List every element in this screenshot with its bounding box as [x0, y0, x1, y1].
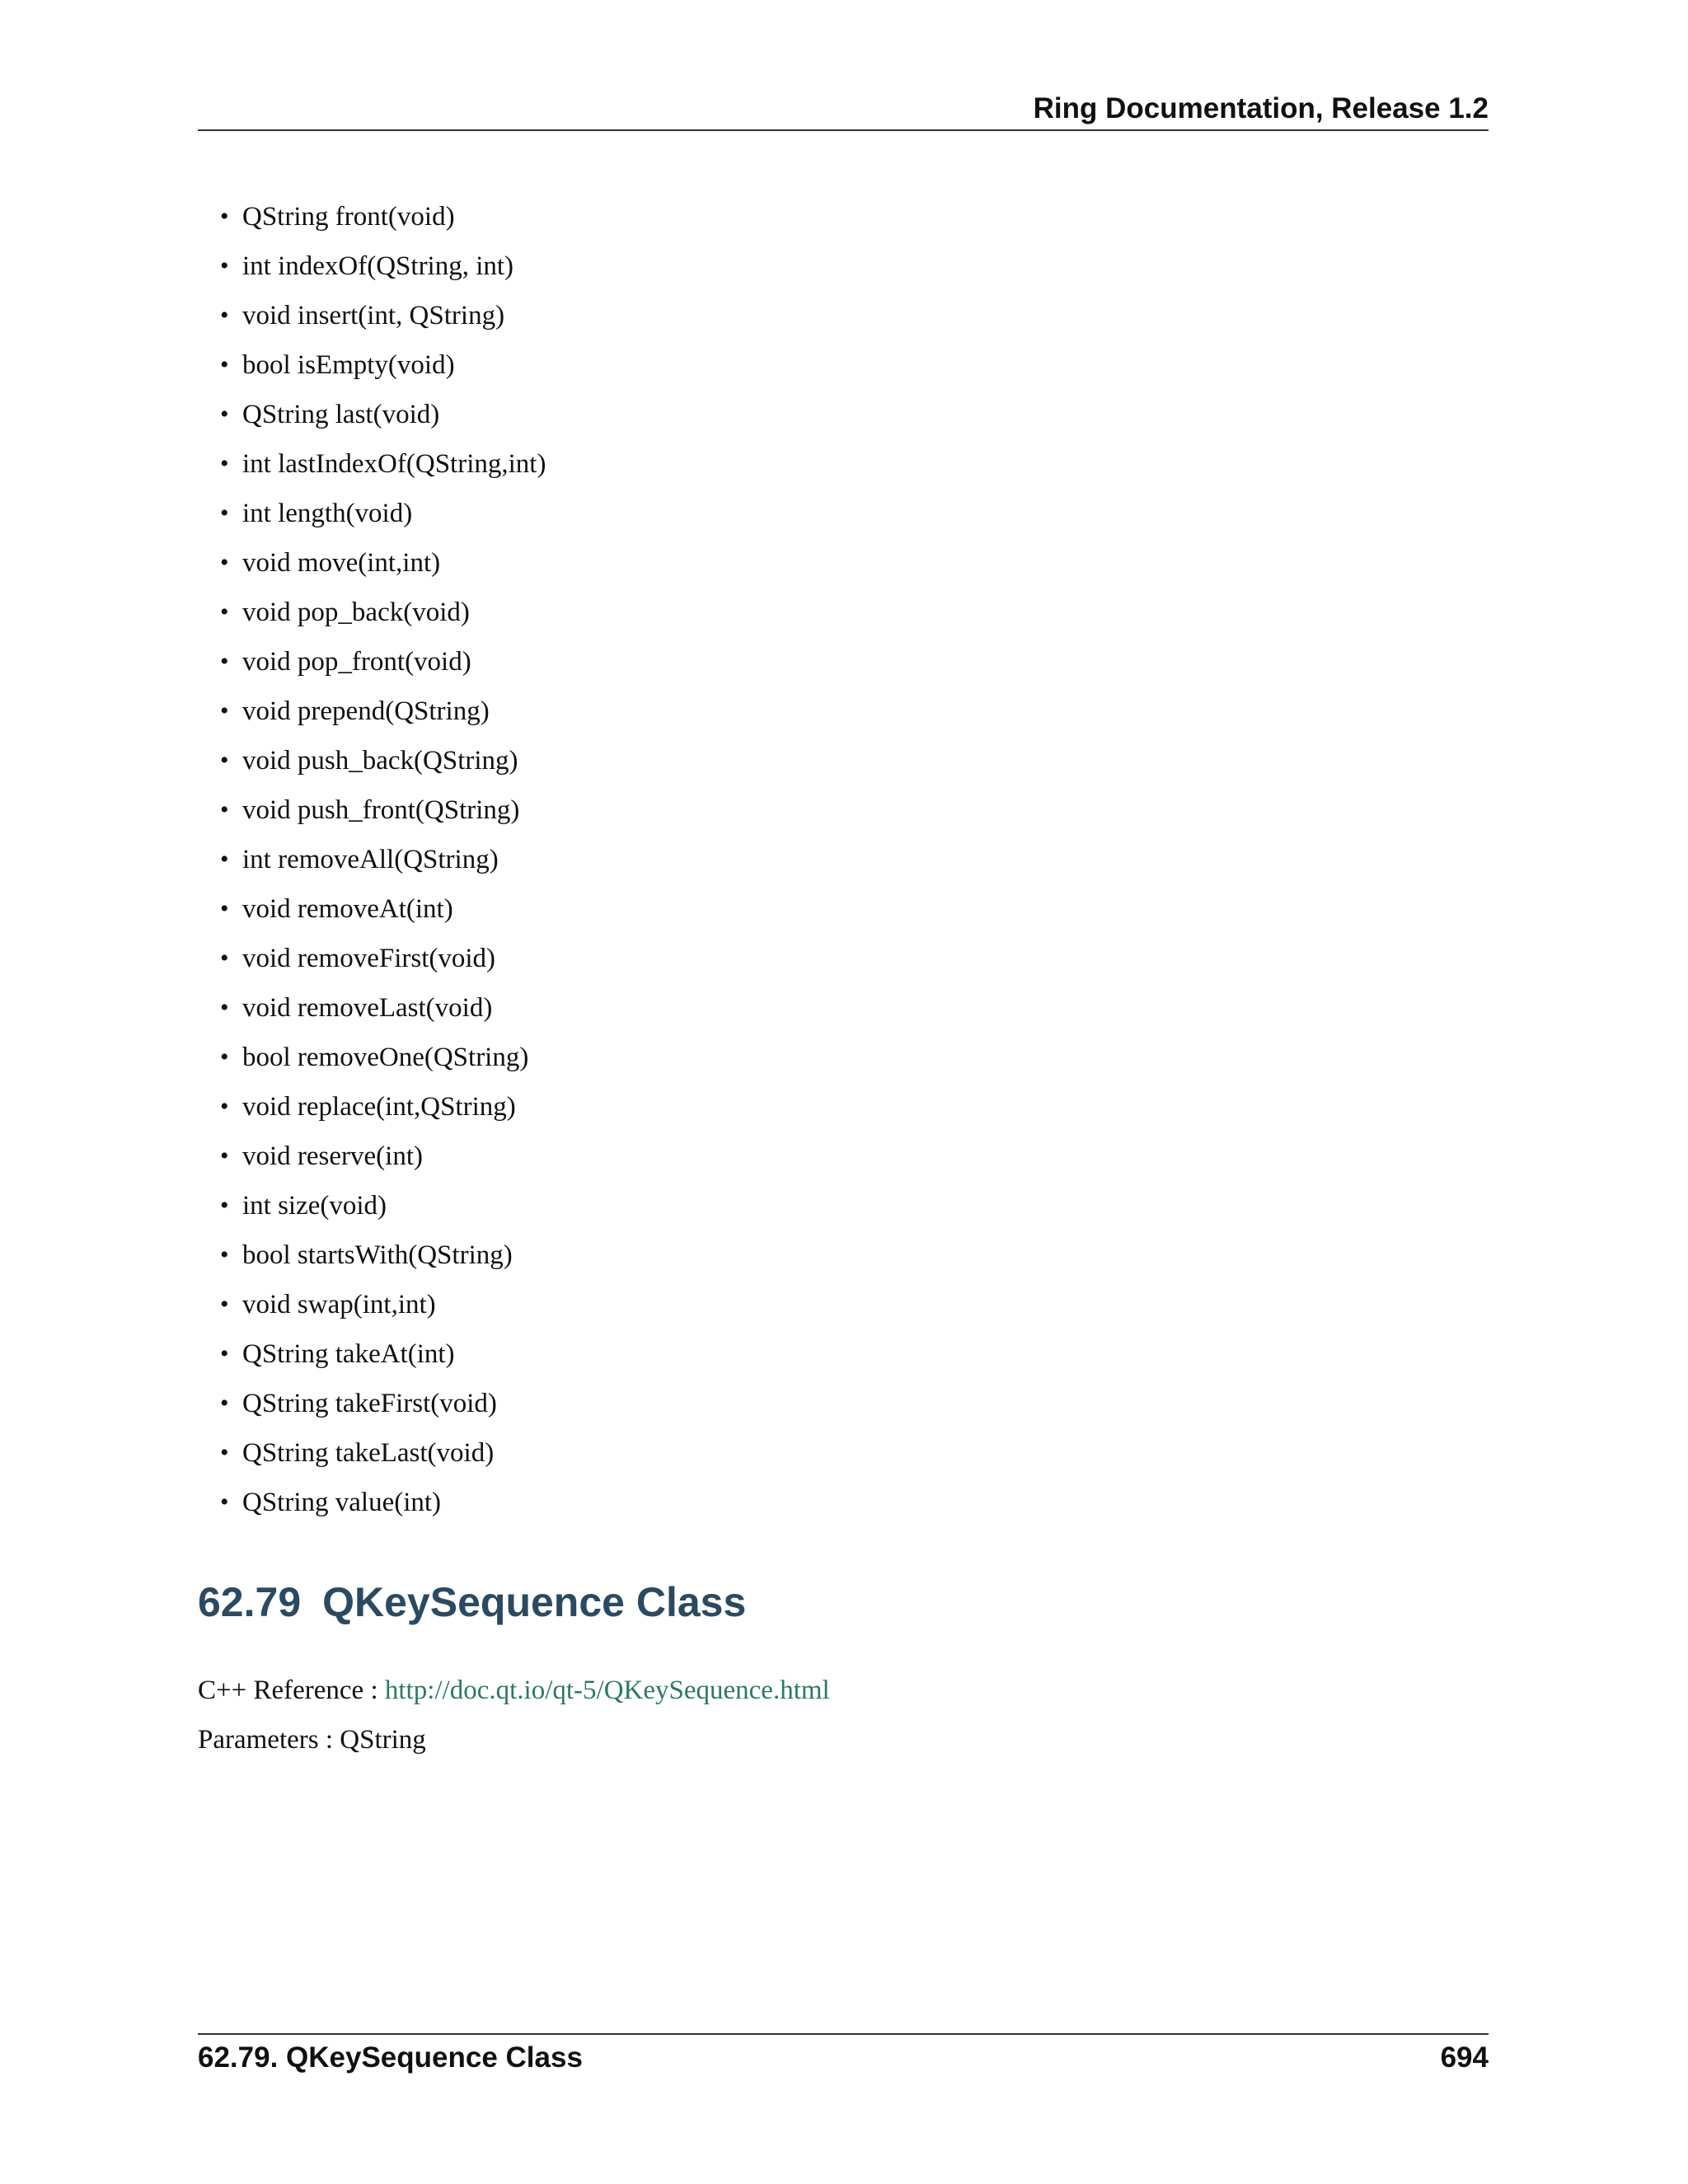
list-item [220, 395, 440, 444]
list-item [220, 197, 455, 246]
method-signature: QString takeAt(int) [242, 1339, 455, 1369]
bullet-icon: • [220, 994, 229, 1021]
list-item [220, 1186, 387, 1235]
bullet-icon: • [220, 1192, 229, 1219]
method-signature: void swap(int,int) [242, 1290, 436, 1319]
bullet-icon: • [220, 648, 229, 675]
list-item [220, 494, 413, 543]
reference-link[interactable]: http://doc.qt.io/qt-5/QKeySequence.html [384, 1675, 830, 1705]
list-item [220, 593, 470, 642]
method-signature: void removeLast(void) [242, 993, 493, 1023]
list-item [220, 345, 455, 395]
method-signature: bool startsWith(QString) [242, 1240, 513, 1270]
bullet-icon: • [220, 796, 229, 823]
list-item [220, 1087, 516, 1137]
bullet-icon: • [220, 846, 229, 873]
method-signature: void pop_back(void) [242, 598, 470, 627]
list-item [220, 988, 493, 1038]
bullet-icon: • [220, 895, 229, 922]
bullet-icon: • [220, 747, 229, 774]
method-signature: void reserve(int) [242, 1141, 423, 1171]
bullet-icon: • [220, 203, 229, 230]
list-item [220, 1137, 423, 1186]
bullet-icon: • [220, 549, 229, 576]
list-item [220, 1334, 455, 1384]
method-signature: bool isEmpty(void) [242, 350, 455, 380]
method-signature: void move(int,int) [242, 548, 441, 578]
list-item [220, 444, 546, 494]
list-item [220, 741, 518, 790]
method-signature: void prepend(QString) [242, 696, 490, 726]
running-header-title: Ring Documentation, Release 1.2 [1033, 92, 1489, 124]
list-item [220, 246, 514, 296]
bullet-icon: • [220, 1043, 229, 1071]
method-signature: int lastIndexOf(QString,int) [242, 449, 546, 479]
header-divider [198, 129, 1489, 131]
list-item [220, 691, 490, 741]
bullet-icon: • [220, 302, 229, 329]
bullet-icon: • [220, 697, 229, 724]
bullet-icon: • [220, 1241, 229, 1268]
list-item [220, 790, 520, 840]
bullet-icon: • [220, 401, 229, 428]
method-signature: int size(void) [242, 1191, 387, 1221]
section-heading [198, 1578, 746, 1626]
list-item [220, 1483, 442, 1532]
bullet-icon: • [220, 1142, 229, 1169]
method-signature: QString takeLast(void) [242, 1438, 495, 1468]
bullet-icon: • [220, 1488, 229, 1516]
bullet-icon: • [220, 1093, 229, 1120]
bullet-icon: • [220, 499, 229, 527]
method-signature: int length(void) [242, 499, 413, 528]
method-signature: void insert(int, QString) [242, 301, 505, 330]
list-item [220, 840, 499, 889]
list-item [220, 939, 496, 988]
list-item [220, 1433, 495, 1483]
method-signature: int removeAll(QString) [242, 845, 499, 874]
cpp-reference-line [198, 1671, 830, 1710]
section-number: 62.79 [198, 1579, 302, 1625]
bullet-icon: • [220, 351, 229, 378]
page-number: 694 [1440, 2041, 1489, 2074]
list-item [220, 1235, 513, 1285]
method-signature: void removeFirst(void) [242, 944, 496, 973]
method-signature: int indexOf(QString, int) [242, 251, 514, 281]
method-signature: QString takeFirst(void) [242, 1389, 497, 1418]
bullet-icon: • [220, 944, 229, 972]
method-signature: void push_front(QString) [242, 795, 520, 825]
section-title: QKeySequence Class [322, 1579, 747, 1625]
method-signature: QString value(int) [242, 1488, 442, 1517]
method-signature: void removeAt(int) [242, 894, 453, 924]
list-item [220, 642, 471, 691]
method-signature: void replace(int,QString) [242, 1092, 516, 1122]
footer-divider [198, 2033, 1489, 2035]
bullet-icon: • [220, 252, 229, 279]
parameters-line: Parameters : QString [198, 1725, 426, 1755]
bullet-icon: • [220, 1291, 229, 1318]
method-signature: QString front(void) [242, 202, 455, 232]
list-item [220, 296, 505, 345]
bullet-icon: • [220, 1390, 229, 1417]
bullet-icon: • [220, 450, 229, 477]
bullet-icon: • [220, 1340, 229, 1367]
list-item [220, 1384, 497, 1433]
method-signature: bool removeOne(QString) [242, 1043, 529, 1072]
method-signature: void push_back(QString) [242, 746, 518, 776]
reference-label: C++ Reference : [198, 1675, 385, 1705]
list-item [220, 1285, 436, 1334]
bullet-icon: • [220, 1439, 229, 1466]
method-signature: void pop_front(void) [242, 647, 471, 677]
footer-section-title: 62.79. QKeySequence Class [198, 2041, 583, 2074]
list-item [220, 1038, 529, 1087]
method-signature: QString last(void) [242, 400, 440, 429]
bullet-icon: • [220, 598, 229, 626]
list-item [220, 889, 453, 939]
list-item [220, 543, 441, 593]
